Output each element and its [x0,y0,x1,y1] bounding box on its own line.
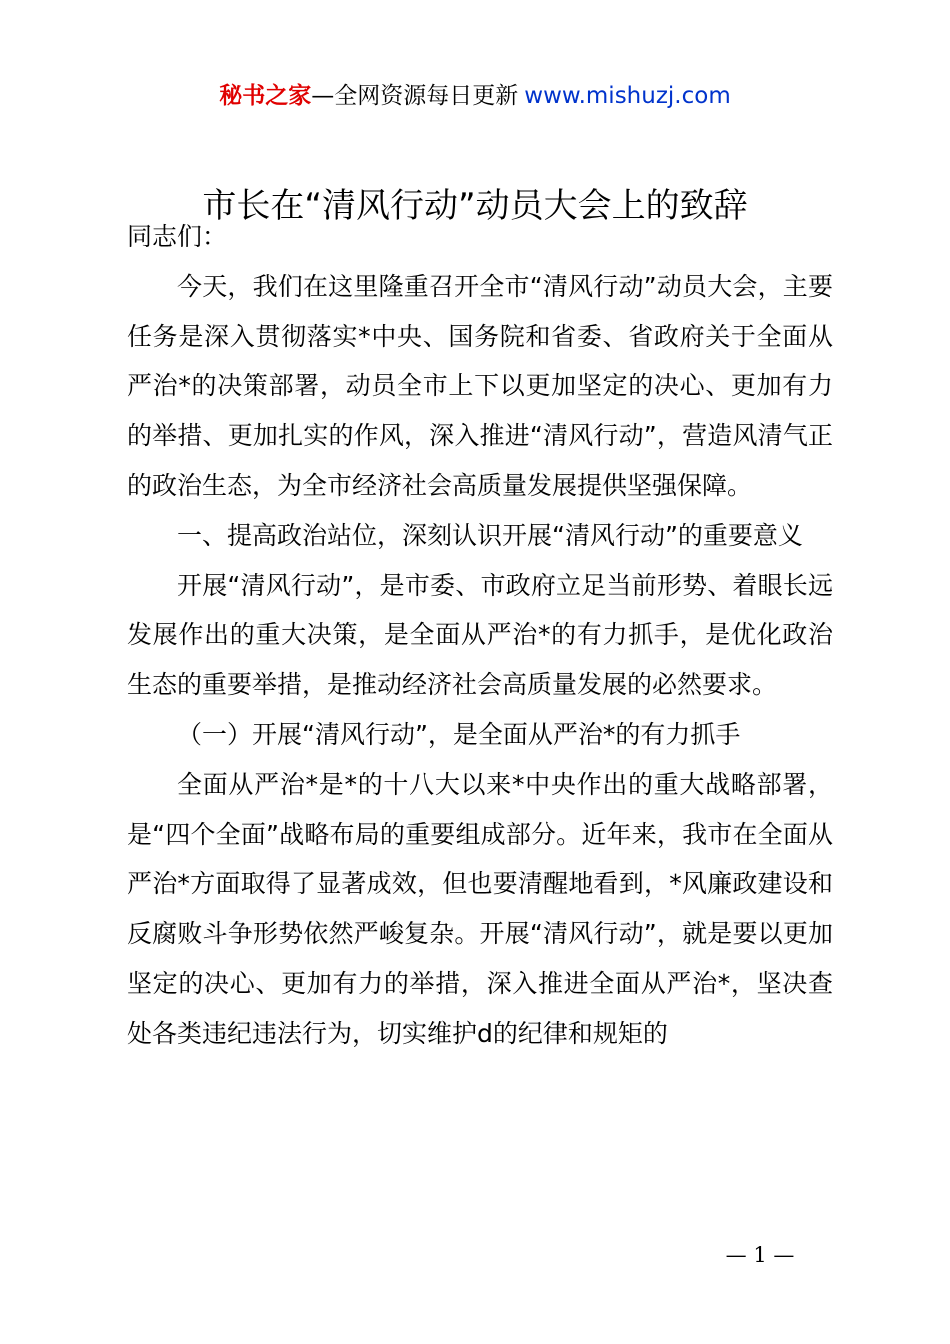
paragraph: 今天，我们在这里隆重召开全市“清风行动”动员大会，主要任务是深入贯彻落实*中央、国务院和省委、省政府关于全面从严治*的决策部署，动员全市上下以更加坚定的决心、更加有力的举措、更加扎实的作风，深入推进“清风行动”，营造风清气正的政治生态，为全市经济社会高质量发展提供坚强保障。 [127,271,833,500]
paragraph: 开展“清风行动”，是市委、市政府立足当前形势、着眼长远发展作出的重大决策，是全面从严治*的有力抓手，是优化政治生态的重要举措，是推动经济社会高质量发展的必然要求。 [127,570,833,700]
salutation: 同志们： [127,222,228,251]
brand-url: www.mishuzj.com [524,83,731,109]
document-title: 市长在“清风行动”动员大会上的致辞 [202,186,748,226]
paragraph: 全面从严治*是*的十八大以来*中央作出的重大战略部署，是“四个全面”战略布局的重要组成部分。近年来，我市在全面从严治*方面取得了显著成效，但也要清醒地看到，*风廉政建设和反腐败斗争形势依然严峻复杂。开展“清风行动”，就是要以更加坚定的决心、更加有力的举措，深入推进全面从严治*，坚决查处各类违纪违法行为，切实维护d的纪律和规矩的 [127,769,833,1048]
document-body [127,212,833,1059]
section-heading: 一、提高政治站位，深刻认识开展“清风行动”的重要意义 [177,520,803,550]
subsection-heading: （一）开展“清风行动”，是全面从严治*的有力抓手 [177,719,741,749]
brand-tagline: —全网资源每日更新 [311,83,519,109]
brand-name: 秘书之家 [219,83,312,109]
site-watermark-header [0,80,950,112]
page-number: — 1 — [725,1243,795,1267]
